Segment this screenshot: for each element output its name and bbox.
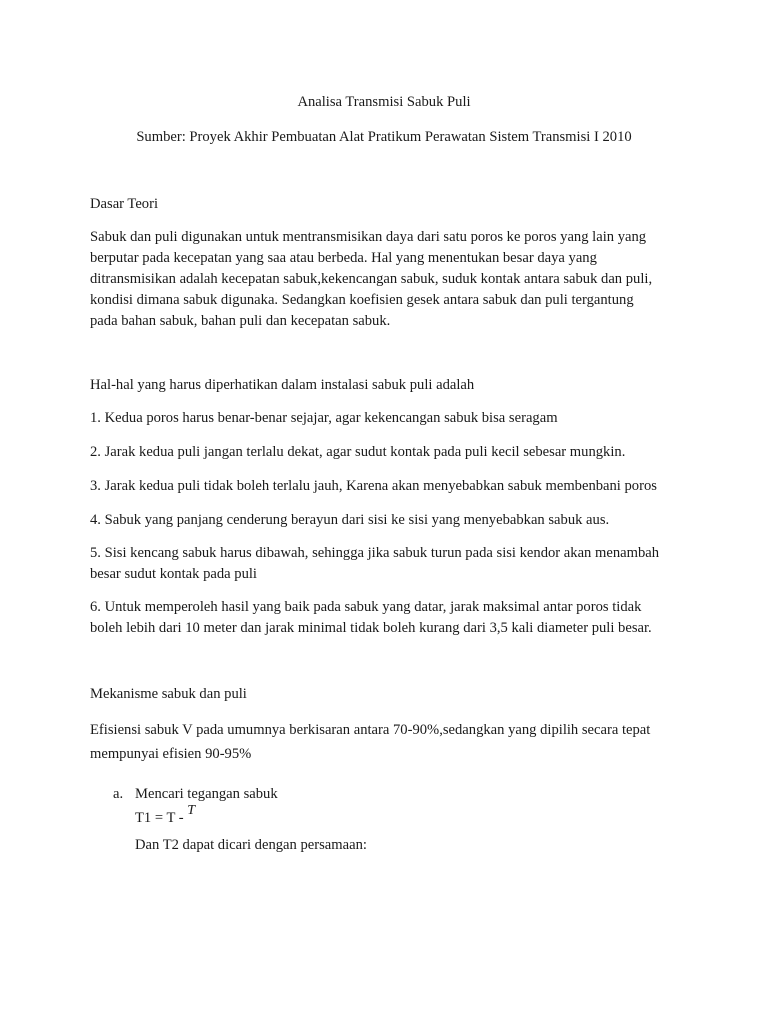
efficiency-paragraph [90, 718, 690, 766]
install-item-5-line: 5. Sisi kencang sabuk harus dibawah, sehingga jika sabuk turun pada sisi kendor akan menambah [90, 545, 660, 561]
install-item-6-line: boleh lebih dari 10 meter dan jarak minimal tidak boleh kurang dari 3,5 kali diameter puli besar. [90, 620, 652, 636]
efficiency-line: Efisiensi sabuk V pada umumnya berkisaran antara 70-90%,sedangkan yang dipilih secara tepat [90, 722, 651, 738]
install-heading: Hal-hal yang harus diperhatikan dalam instalasi sabuk puli adalah [90, 377, 475, 393]
mechanism-heading: Mekanisme sabuk dan puli [90, 686, 247, 702]
install-item-1: 1. Kedua poros harus benar-benar sejajar, agar kekencangan sabuk bisa seragam [90, 410, 558, 426]
install-item-2: 2. Jarak kedua puli jangan terlalu dekat, agar sudut kontak pada puli kecil sebesar mungkin. [90, 444, 626, 460]
install-item-5 [90, 543, 690, 585]
install-item-3: 3. Jarak kedua puli tidak boleh terlalu jauh, Karena akan menyebabkan sabuk membenbani poros [90, 478, 657, 494]
install-item-5-line: besar sudut kontak pada puli [90, 566, 257, 582]
theory-line: ditransmisikan adalah kecepatan sabuk,kekencangan sabuk, suduk kontak antara sabuk dan puli, [90, 271, 653, 287]
formula-t1 [135, 803, 196, 829]
theory-heading: Dasar Teori [90, 196, 159, 212]
install-item-4: 4. Sabuk yang panjang cenderung berayun dari sisi ke sisi yang menyebabkan sabuk aus. [90, 512, 610, 528]
theory-line: Sabuk dan puli digunakan untuk mentransmisikan daya dari satu poros ke poros yang lain yang [90, 229, 647, 245]
efficiency-line: mempunyai efisien 90-95% [90, 746, 252, 762]
theory-line: pada bahan sabuk, bahan puli dan kecepatan sabuk. [90, 313, 391, 329]
install-item-6 [90, 597, 690, 639]
install-item-6-line: 6. Untuk memperoleh hasil yang baik pada sabuk yang datar, jarak maksimal antar poros tidak [90, 599, 642, 615]
formula-text: T1 = T - [135, 810, 184, 826]
theory-line: kondisi dimana sabuk digunaka. Sedangkan koefisien gesek antara sabuk dan puli tergantung [90, 292, 634, 308]
t2-text: Dan T2 dapat dicari dengan persamaan: [135, 837, 367, 853]
theory-line: berputar pada kecepatan yang saa atau berbeda. Hal yang menentukan besar daya yang [90, 250, 597, 266]
document-title: Analisa Transmisi Sabuk Puli [297, 94, 471, 110]
list-marker: a. [113, 786, 124, 802]
list-item-tension: Mencari tegangan sabuk [135, 786, 278, 802]
theory-paragraph [90, 227, 690, 332]
document-source: Sumber: Proyek Akhir Pembuatan Alat Pratikum Perawatan Sistem Transmisi I 2010 [136, 129, 632, 145]
formula-symbol: T [187, 803, 196, 818]
